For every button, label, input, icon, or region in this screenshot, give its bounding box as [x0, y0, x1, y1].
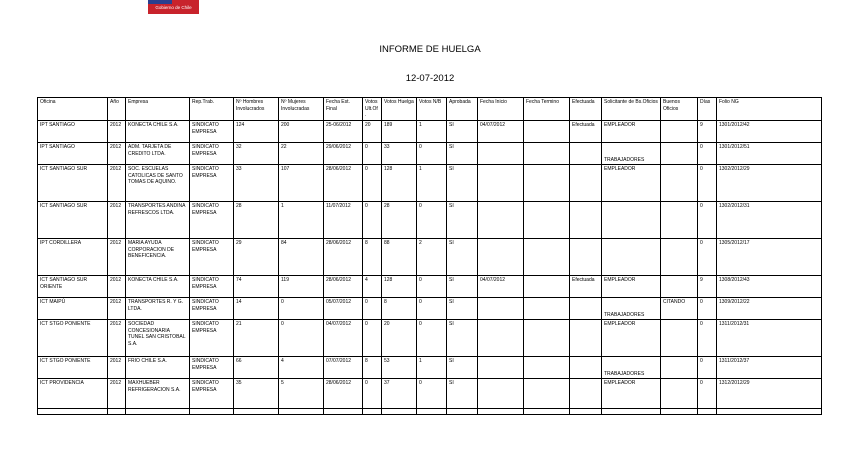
- table-cell: [478, 165, 524, 202]
- table-cell: [524, 298, 570, 320]
- table-cell: [570, 320, 602, 357]
- table-cell: ADM. TARJETA DE CREDITO LTDA.: [126, 143, 190, 165]
- table-cell: 1308/2012/43: [717, 276, 822, 298]
- table-cell: TRABAJADORES: [602, 298, 661, 320]
- table-cell: 74: [234, 276, 279, 298]
- table-cell: 04/07/2012: [478, 121, 524, 143]
- table-cell: 0: [698, 357, 717, 379]
- column-header: Votos Ult.Of.: [363, 98, 382, 121]
- table-cell: 8: [363, 239, 382, 276]
- table-cell: 04/07/2012: [324, 320, 363, 357]
- table-cell: TRANSPORTES R. Y G. LTDA.: [126, 298, 190, 320]
- table-cell: 124: [234, 121, 279, 143]
- table-cell: 128: [382, 165, 417, 202]
- table-cell: 04/07/2012: [478, 276, 524, 298]
- table-cell: ICT SANTIAGO SUR: [38, 165, 108, 202]
- table-cell: SINDICATO EMPRESA: [190, 121, 234, 143]
- table-cell: [478, 202, 524, 239]
- table-cell: [661, 379, 698, 409]
- table-cell: 2012: [108, 379, 126, 409]
- table-cell: [478, 409, 524, 415]
- table-cell: EMPLEADOR: [602, 276, 661, 298]
- table-cell: SI: [447, 143, 478, 165]
- table-cell: 8: [382, 298, 417, 320]
- table-row: [38, 143, 822, 165]
- column-header: Días: [698, 98, 717, 121]
- table-cell: 2012: [108, 239, 126, 276]
- table-cell: MARIA AYUDA CORPORACION DE BENEFICENCIA.: [126, 239, 190, 276]
- column-header: Buenos Oficios: [661, 98, 698, 121]
- column-header: Efectuada: [570, 98, 602, 121]
- table-cell: 2012: [108, 276, 126, 298]
- table-cell: 2012: [108, 165, 126, 202]
- table-cell: [602, 409, 661, 415]
- table-cell: 200: [279, 121, 324, 143]
- column-header: Nº Hombres Involucrados: [234, 98, 279, 121]
- logo-blue-band: [148, 0, 172, 4]
- table-cell: EMPLEADOR: [602, 379, 661, 409]
- table-cell: [38, 409, 108, 415]
- table-cell: [661, 357, 698, 379]
- table-cell: 1302/2012/29: [717, 165, 822, 202]
- table-cell: CITANDO: [661, 298, 698, 320]
- table-cell: 2: [417, 239, 447, 276]
- table-cell: 8: [363, 357, 382, 379]
- table-cell: [661, 143, 698, 165]
- table-cell: 1312/2012/29: [717, 379, 822, 409]
- table-cell: [478, 379, 524, 409]
- table-cell: [661, 121, 698, 143]
- table-cell: Efectuada: [570, 121, 602, 143]
- table-cell: 2012: [108, 143, 126, 165]
- table-cell: 1: [417, 121, 447, 143]
- table-cell: SI: [447, 298, 478, 320]
- table-cell: SI: [447, 121, 478, 143]
- table-row: [38, 357, 822, 379]
- table-cell: 2012: [108, 357, 126, 379]
- table-cell: SINDICATO EMPRESA: [190, 276, 234, 298]
- table-cell: 1309/2012/22: [717, 298, 822, 320]
- table-cell: [524, 409, 570, 415]
- table-cell: [524, 320, 570, 357]
- table-cell: [363, 409, 382, 415]
- gobierno-logo: [148, 0, 199, 14]
- table-cell: [324, 409, 363, 415]
- table-cell: SI: [447, 357, 478, 379]
- table-cell: [717, 409, 822, 415]
- table-cell: 1301/2012/51: [717, 143, 822, 165]
- table-cell: 28: [382, 202, 417, 239]
- table-cell: 28/06/2012: [324, 276, 363, 298]
- column-header: Empresa: [126, 98, 190, 121]
- table-cell: 1311/2012/31: [717, 320, 822, 357]
- table-cell: 0: [363, 320, 382, 357]
- table-row: [38, 165, 822, 202]
- table-cell: 28/06/2012: [324, 165, 363, 202]
- table-cell: SINDICATO EMPRESA: [190, 143, 234, 165]
- table-cell: [524, 239, 570, 276]
- table-cell: SINDICATO EMPRESA: [190, 239, 234, 276]
- table-row: [38, 202, 822, 239]
- table-cell: 9: [698, 121, 717, 143]
- table-cell: 84: [279, 239, 324, 276]
- table-cell: SOC. ESCUELAS CATOLICAS DE SANTO TOMAS DE AQUINO.: [126, 165, 190, 202]
- table-cell: [126, 409, 190, 415]
- table-cell: SI: [447, 320, 478, 357]
- table-cell: 0: [417, 143, 447, 165]
- table-cell: ICT PROVIDENCIA: [38, 379, 108, 409]
- table-cell: [478, 239, 524, 276]
- table-cell: SOCIEDAD CONCESIONARIA TUNEL SAN CRISTOBAL S.A.: [126, 320, 190, 357]
- table-cell: 0: [698, 379, 717, 409]
- table-row: [38, 121, 822, 143]
- table-cell: 29: [234, 239, 279, 276]
- table-cell: 35: [234, 379, 279, 409]
- table-cell: 07/07/2012: [324, 357, 363, 379]
- table-cell: 0: [698, 143, 717, 165]
- report-title: INFORME DE HUELGA: [379, 44, 481, 55]
- table-cell: IPT SANTIAGO: [38, 143, 108, 165]
- column-header: Votos Huelga: [382, 98, 417, 121]
- table-row-cut-off: [38, 409, 822, 415]
- table-cell: ICT SANTIAGO SUR ORIENTE: [38, 276, 108, 298]
- column-header: Año: [108, 98, 126, 121]
- table-cell: ICT STGO PONIENTE: [38, 320, 108, 357]
- table-cell: [602, 239, 661, 276]
- table-cell: SINDICATO EMPRESA: [190, 379, 234, 409]
- table-cell: TRANSPORTES ANDINA REFRESCOS LTDA.: [126, 202, 190, 239]
- table-cell: 28/06/2012: [324, 379, 363, 409]
- table-cell: 1: [417, 357, 447, 379]
- table-cell: SINDICATO EMPRESA: [190, 320, 234, 357]
- column-header: Solicitante de Bs.Oficios: [602, 98, 661, 121]
- table-cell: EMPLEADOR: [602, 121, 661, 143]
- table-cell: 0: [698, 202, 717, 239]
- table-cell: [382, 409, 417, 415]
- table-row: [38, 320, 822, 357]
- table-cell: 25-06/2012: [324, 121, 363, 143]
- table-cell: [447, 409, 478, 415]
- table-cell: [570, 298, 602, 320]
- table-cell: IPT SANTIAGO: [38, 121, 108, 143]
- table-cell: 0: [363, 165, 382, 202]
- table-cell: 53: [382, 357, 417, 379]
- table-cell: 107: [279, 165, 324, 202]
- table-cell: [661, 165, 698, 202]
- table-cell: [698, 409, 717, 415]
- table-cell: 32: [234, 143, 279, 165]
- table-cell: [234, 409, 279, 415]
- table-cell: 2012: [108, 298, 126, 320]
- table-cell: SI: [447, 379, 478, 409]
- table-cell: 0: [698, 239, 717, 276]
- table-cell: 0: [698, 298, 717, 320]
- table-cell: 0: [698, 320, 717, 357]
- table-cell: 1305/2012/17: [717, 239, 822, 276]
- column-header: Folio NG: [717, 98, 822, 121]
- table-cell: 0: [417, 276, 447, 298]
- table-cell: [524, 357, 570, 379]
- table-cell: [570, 379, 602, 409]
- table-cell: SINDICATO EMPRESA: [190, 202, 234, 239]
- table-cell: 88: [382, 239, 417, 276]
- table-cell: [570, 357, 602, 379]
- column-header: Nº Mujeres Involucradas: [279, 98, 324, 121]
- table-cell: TRABAJADORES: [602, 357, 661, 379]
- table-cell: SI: [447, 276, 478, 298]
- table-cell: 29/06/2012: [324, 143, 363, 165]
- table-cell: 0: [698, 165, 717, 202]
- table-cell: 05/07/2012: [324, 298, 363, 320]
- table-cell: [108, 409, 126, 415]
- table-cell: [524, 121, 570, 143]
- table-cell: [524, 379, 570, 409]
- table-header-row: [38, 98, 822, 121]
- table-cell: 11/07/2012: [324, 202, 363, 239]
- table-cell: [524, 276, 570, 298]
- table-cell: 189: [382, 121, 417, 143]
- table-cell: 0: [363, 298, 382, 320]
- table-cell: [478, 357, 524, 379]
- column-header: Votos N/B: [417, 98, 447, 121]
- table-cell: [478, 298, 524, 320]
- table-cell: SI: [447, 239, 478, 276]
- table-cell: 0: [363, 143, 382, 165]
- table-cell: 5: [279, 379, 324, 409]
- table-cell: 14: [234, 298, 279, 320]
- table-cell: 33: [382, 143, 417, 165]
- table-cell: 2012: [108, 121, 126, 143]
- table-cell: SINDICATO EMPRESA: [190, 165, 234, 202]
- table-cell: [417, 409, 447, 415]
- column-header: Fecha Termino: [524, 98, 570, 121]
- table-cell: [190, 409, 234, 415]
- table-cell: 0: [417, 298, 447, 320]
- logo-text: Gobierno de Chile: [155, 5, 192, 10]
- table-cell: SI: [447, 165, 478, 202]
- table-cell: 21: [234, 320, 279, 357]
- table-cell: ICT SANTIAGO SUR: [38, 202, 108, 239]
- column-header: Oficina: [38, 98, 108, 121]
- table-cell: 28/06/2012: [324, 239, 363, 276]
- table-cell: TRABAJADORES: [602, 143, 661, 165]
- table-cell: [661, 239, 698, 276]
- table-cell: [661, 276, 698, 298]
- report-date: 12-07-2012: [405, 73, 455, 84]
- table-cell: 28: [234, 202, 279, 239]
- table-cell: 20: [382, 320, 417, 357]
- table-cell: 0: [363, 379, 382, 409]
- table-cell: [279, 409, 324, 415]
- table-cell: [661, 202, 698, 239]
- table-cell: [570, 409, 602, 415]
- table-cell: 37: [382, 379, 417, 409]
- table-cell: SINDICATO EMPRESA: [190, 298, 234, 320]
- table-cell: [602, 202, 661, 239]
- table-cell: [661, 320, 698, 357]
- table-cell: 9: [698, 276, 717, 298]
- table-cell: ICT MAIPÚ: [38, 298, 108, 320]
- table-cell: 66: [234, 357, 279, 379]
- table-cell: SINDICATO EMPRESA: [190, 357, 234, 379]
- table-cell: [570, 165, 602, 202]
- table-cell: Efectuada: [570, 276, 602, 298]
- table-cell: 128: [382, 276, 417, 298]
- table-cell: IPT CORDILLERA: [38, 239, 108, 276]
- table-cell: MAXHUEBER REFRIGERACION S.A.: [126, 379, 190, 409]
- table-cell: 20: [363, 121, 382, 143]
- table-cell: [570, 239, 602, 276]
- table-cell: 4: [279, 357, 324, 379]
- table-cell: SI: [447, 202, 478, 239]
- table-cell: 2012: [108, 202, 126, 239]
- table-cell: [570, 143, 602, 165]
- table-cell: 1301/2012/42: [717, 121, 822, 143]
- table-row: [38, 239, 822, 276]
- table-cell: [661, 409, 698, 415]
- table-cell: [524, 165, 570, 202]
- table-cell: 22: [279, 143, 324, 165]
- table-cell: 1302/2012/31: [717, 202, 822, 239]
- table-cell: [478, 320, 524, 357]
- table-cell: 0: [417, 379, 447, 409]
- table-cell: 1: [417, 165, 447, 202]
- table-cell: EMPLEADOR: [602, 165, 661, 202]
- table-cell: 0: [279, 320, 324, 357]
- strike-report-table: [37, 97, 822, 415]
- table-cell: KONECTA CHILE S.A.: [126, 121, 190, 143]
- table-row: [38, 379, 822, 409]
- table-cell: 4: [363, 276, 382, 298]
- table-cell: 1: [279, 202, 324, 239]
- table-cell: ICT STGO PONIENTE: [38, 357, 108, 379]
- table-cell: [570, 202, 602, 239]
- table-cell: 2012: [108, 320, 126, 357]
- table-cell: 0: [417, 202, 447, 239]
- table-cell: 0: [417, 320, 447, 357]
- table-cell: [478, 143, 524, 165]
- table-cell: [524, 202, 570, 239]
- table-cell: 33: [234, 165, 279, 202]
- table-cell: 119: [279, 276, 324, 298]
- table-cell: FRIO CHILE S.A.: [126, 357, 190, 379]
- table-cell: 0: [363, 202, 382, 239]
- column-header: Fecha Est. Final: [324, 98, 363, 121]
- column-header: Rep.Trab.: [190, 98, 234, 121]
- table-cell: 1311/2012/37: [717, 357, 822, 379]
- table-row: [38, 298, 822, 320]
- table-cell: EMPLEADOR: [602, 320, 661, 357]
- table-cell: [524, 143, 570, 165]
- column-header: Fecha Inicio: [478, 98, 524, 121]
- table-cell: KONECTA CHILE S.A.: [126, 276, 190, 298]
- table-cell: 0: [279, 298, 324, 320]
- table-row: [38, 276, 822, 298]
- column-header: Aprobada: [447, 98, 478, 121]
